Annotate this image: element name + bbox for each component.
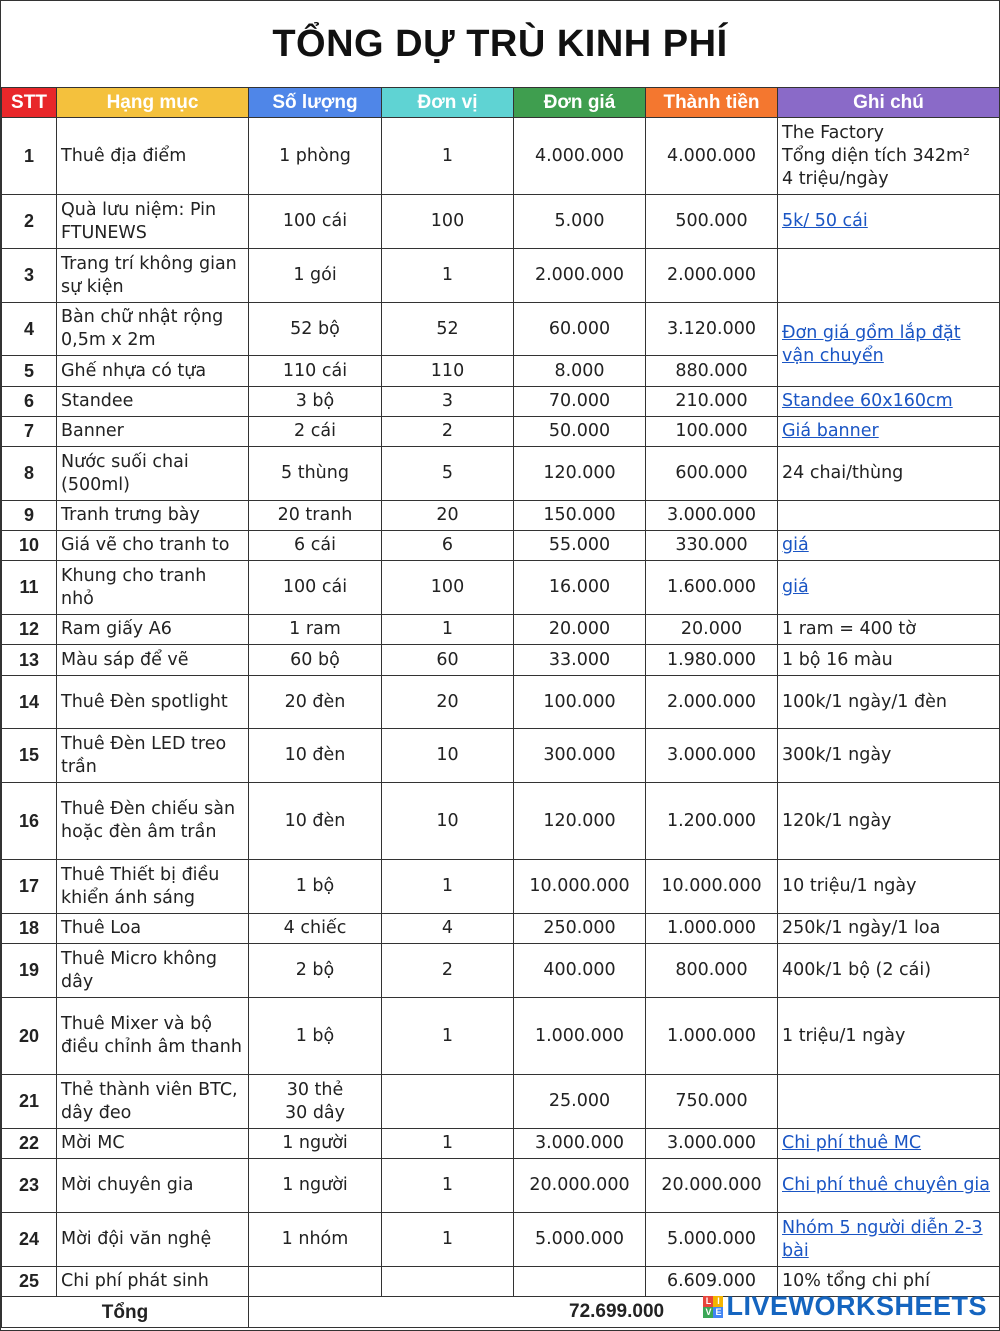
table-row [2,1159,1000,1213]
row-unit: 60 [382,645,514,676]
row-item: Thuê Mixer và bộ điều chỉnh âm thanh [57,998,249,1075]
row-unit [382,1075,514,1129]
row-amount: 800.000 [646,944,778,998]
row-amount: 3.120.000 [646,303,778,356]
note-link[interactable]: Standee 60x160cm [782,391,953,411]
row-stt: 20 [2,998,57,1075]
table-row [2,561,1000,615]
header-ghi-chu: Ghi chú [778,88,1000,118]
row-stt: 9 [2,501,57,531]
row-item: Thuê Đèn chiếu sàn hoặc đèn âm trần [57,783,249,860]
row-amount: 330.000 [646,531,778,561]
row-stt: 4 [2,303,57,356]
note-link[interactable]: Nhóm 5 người diễn 2-3 bài [782,1217,983,1261]
row-amount: 20.000 [646,615,778,645]
row-note: 10% tổng chi phí [778,1267,1000,1297]
row-item: Banner [57,417,249,447]
row-unit: 52 [382,303,514,356]
row-quantity: 1 nhóm [249,1213,382,1267]
row-unit: 1 [382,860,514,914]
table-row [2,501,1000,531]
row-amount: 2.000.000 [646,249,778,303]
row-unit: 110 [382,356,514,387]
row-stt: 6 [2,387,57,417]
row-item: Thuê Đèn LED treo trần [57,729,249,783]
row-amount: 750.000 [646,1075,778,1129]
row-item: Thẻ thành viên BTC, dây đeo [57,1075,249,1129]
row-unit-price: 4.000.000 [514,118,646,195]
table-row [2,118,1000,195]
row-quantity: 10 đèn [249,729,382,783]
row-stt: 7 [2,417,57,447]
row-unit: 100 [382,195,514,249]
row-amount: 1.980.000 [646,645,778,676]
row-amount: 210.000 [646,387,778,417]
row-unit-price: 10.000.000 [514,860,646,914]
row-amount: 1.000.000 [646,998,778,1075]
row-unit: 1 [382,118,514,195]
row-note [778,387,1000,417]
note-link[interactable]: Giá banner [782,421,879,441]
row-quantity: 1 phòng [249,118,382,195]
row-unit: 20 [382,676,514,729]
header-so-luong: Số lượng [249,88,382,118]
row-item: Thuê Micro không dây [57,944,249,998]
row-note [778,561,1000,615]
row-stt: 3 [2,249,57,303]
table-row [2,615,1000,645]
table-row [2,1075,1000,1129]
liveworksheets-watermark [703,1291,987,1322]
row-note: 100k/1 ngày/1 đèn [778,676,1000,729]
row-note [778,501,1000,531]
row-unit-price: 150.000 [514,501,646,531]
row-stt: 1 [2,118,57,195]
row-stt: 15 [2,729,57,783]
row-unit-price: 5.000 [514,195,646,249]
row-unit: 2 [382,944,514,998]
row-unit: 1 [382,1213,514,1267]
table-row [2,249,1000,303]
row-quantity: 52 bộ [249,303,382,356]
table-row [2,1129,1000,1159]
row-note [778,531,1000,561]
row-item: Quà lưu niệm: Pin FTUNEWS [57,195,249,249]
row-quantity: 5 thùng [249,447,382,501]
row-item: Thuê địa điểm [57,118,249,195]
row-item: Standee [57,387,249,417]
row-unit: 1 [382,615,514,645]
row-unit-price: 400.000 [514,944,646,998]
header-row [2,88,1000,118]
row-quantity: 20 đèn [249,676,382,729]
note-link[interactable]: 5k/ 50 cái [782,211,868,231]
table-row [2,645,1000,676]
table-row [2,998,1000,1075]
row-item: Bàn chữ nhật rộng 0,5m x 2m [57,303,249,356]
row-amount: 3.000.000 [646,729,778,783]
row-stt: 24 [2,1213,57,1267]
row-amount: 6.609.000 [646,1267,778,1297]
row-amount: 1.600.000 [646,561,778,615]
table-row [2,783,1000,860]
row-item: Màu sáp để vẽ [57,645,249,676]
row-stt: 12 [2,615,57,645]
row-unit-price: 120.000 [514,447,646,501]
header-don-gia: Đơn giá [514,88,646,118]
row-quantity: 10 đèn [249,783,382,860]
row-item: Khung cho tranh nhỏ [57,561,249,615]
note-link[interactable]: Chi phí thuê MC [782,1133,922,1153]
row-quantity: 110 cái [249,356,382,387]
row-stt: 2 [2,195,57,249]
row-unit: 100 [382,561,514,615]
row-quantity: 1 người [249,1159,382,1213]
row-stt: 11 [2,561,57,615]
table-row [2,531,1000,561]
row-unit: 3 [382,387,514,417]
row-note [778,249,1000,303]
row-amount: 500.000 [646,195,778,249]
row-quantity: 60 bộ [249,645,382,676]
row-unit [382,1267,514,1297]
row-unit: 10 [382,729,514,783]
row-quantity: 3 bộ [249,387,382,417]
row-unit-price [514,1267,646,1297]
table-body [2,118,1000,1297]
row-item: Nước suối chai (500ml) [57,447,249,501]
row-amount: 600.000 [646,447,778,501]
row-amount: 880.000 [646,356,778,387]
row-note [778,417,1000,447]
row-quantity: 2 cái [249,417,382,447]
row-quantity: 30 thẻ 30 dây [249,1075,382,1129]
watermark-text: LIVEWORKSHEETS [726,1291,987,1321]
row-amount: 10.000.000 [646,860,778,914]
row-stt: 17 [2,860,57,914]
budget-table [1,87,1000,1328]
row-quantity: 1 người [249,1129,382,1159]
row-amount: 5.000.000 [646,1213,778,1267]
row-note: 1 triệu/1 ngày [778,998,1000,1075]
liveworksheets-logo-icon: L I V E [705,1295,722,1317]
row-unit-price: 60.000 [514,303,646,356]
header-thanh-tien: Thành tiền [646,88,778,118]
header-stt: STT [2,88,57,118]
row-unit-price: 3.000.000 [514,1129,646,1159]
row-stt: 23 [2,1159,57,1213]
row-unit: 1 [382,1159,514,1213]
note-link[interactable]: giá [782,577,809,597]
row-note [778,1075,1000,1129]
header-don-vi: Đơn vị [382,88,514,118]
row-note: 400k/1 bộ (2 cái) [778,944,1000,998]
row-quantity: 100 cái [249,561,382,615]
row-unit: 1 [382,1129,514,1159]
row-unit-price: 16.000 [514,561,646,615]
row-note [778,303,1000,387]
row-stt: 10 [2,531,57,561]
row-item: Mời đội văn nghệ [57,1213,249,1267]
table-row [2,944,1000,998]
row-amount: 3.000.000 [646,1129,778,1159]
row-item: Thuê Loa [57,914,249,944]
table-row [2,1213,1000,1267]
row-note: 10 triệu/1 ngày [778,860,1000,914]
note-link[interactable]: Đơn giá gồm lắp đặt vận chuyển [782,322,961,366]
table-row [2,387,1000,417]
row-stt: 22 [2,1129,57,1159]
note-link[interactable]: Chi phí thuê chuyên gia [782,1175,991,1195]
table-row [2,417,1000,447]
row-unit-price: 8.000 [514,356,646,387]
row-unit-price: 25.000 [514,1075,646,1129]
row-quantity: 1 ram [249,615,382,645]
table-row [2,914,1000,944]
row-amount: 1.000.000 [646,914,778,944]
row-unit-price: 250.000 [514,914,646,944]
row-item: Mời chuyên gia [57,1159,249,1213]
row-note [778,195,1000,249]
row-quantity: 2 bộ [249,944,382,998]
row-item: Mời MC [57,1129,249,1159]
row-note: 250k/1 ngày/1 loa [778,914,1000,944]
row-amount: 100.000 [646,417,778,447]
table-row [2,860,1000,914]
row-note: 24 chai/thùng [778,447,1000,501]
row-quantity: 1 gói [249,249,382,303]
row-unit-price: 33.000 [514,645,646,676]
row-unit: 5 [382,447,514,501]
row-unit-price: 55.000 [514,531,646,561]
table-row [2,303,1000,356]
row-unit: 6 [382,531,514,561]
row-stt: 5 [2,356,57,387]
row-unit-price: 1.000.000 [514,998,646,1075]
row-note [778,1213,1000,1267]
row-item: Tranh trưng bày [57,501,249,531]
row-unit-price: 20.000.000 [514,1159,646,1213]
row-amount: 3.000.000 [646,501,778,531]
table-row [2,447,1000,501]
table-row [2,195,1000,249]
table-row [2,676,1000,729]
row-stt: 14 [2,676,57,729]
table-row [2,729,1000,783]
row-stt: 8 [2,447,57,501]
row-quantity: 1 bộ [249,860,382,914]
row-item: Ram giấy A6 [57,615,249,645]
row-note: The Factory Tổng diện tích 342m² 4 triệu/ngày [778,118,1000,195]
row-unit-price: 5.000.000 [514,1213,646,1267]
row-item: Thuê Thiết bị điều khiển ánh sáng [57,860,249,914]
row-unit-price: 70.000 [514,387,646,417]
row-unit: 1 [382,249,514,303]
row-unit: 1 [382,998,514,1075]
row-unit: 20 [382,501,514,531]
row-unit-price: 2.000.000 [514,249,646,303]
row-quantity: 4 chiếc [249,914,382,944]
row-note [778,1129,1000,1159]
row-stt: 25 [2,1267,57,1297]
total-value: 72.699.000 [569,1301,665,1322]
row-quantity: 6 cái [249,531,382,561]
row-amount: 1.200.000 [646,783,778,860]
row-unit-price: 300.000 [514,729,646,783]
row-item: Trang trí không gian sự kiện [57,249,249,303]
row-amount: 2.000.000 [646,676,778,729]
row-note: 1 ram = 400 tờ [778,615,1000,645]
row-unit-price: 50.000 [514,417,646,447]
row-note [778,1159,1000,1213]
header-hang-muc: Hạng mục [57,88,249,118]
row-stt: 19 [2,944,57,998]
row-quantity: 20 tranh [249,501,382,531]
note-link[interactable]: giá [782,535,809,555]
row-item: Chi phí phát sinh [57,1267,249,1297]
row-amount: 4.000.000 [646,118,778,195]
row-unit-price: 20.000 [514,615,646,645]
row-item: Thuê Đèn spotlight [57,676,249,729]
row-stt: 13 [2,645,57,676]
row-unit: 4 [382,914,514,944]
row-quantity: 1 bộ [249,998,382,1075]
row-unit-price: 100.000 [514,676,646,729]
row-quantity: 100 cái [249,195,382,249]
row-stt: 16 [2,783,57,860]
row-note: 300k/1 ngày [778,729,1000,783]
row-item: Ghế nhựa có tựa [57,356,249,387]
row-amount: 20.000.000 [646,1159,778,1213]
row-note: 120k/1 ngày [778,783,1000,860]
row-unit-price: 120.000 [514,783,646,860]
row-stt: 18 [2,914,57,944]
total-label: Tổng [2,1297,249,1328]
row-stt: 21 [2,1075,57,1129]
row-unit: 10 [382,783,514,860]
row-item: Giá vẽ cho tranh to [57,531,249,561]
row-unit: 2 [382,417,514,447]
page-title: TỔNG DỰ TRÙ KINH PHÍ [272,22,728,65]
row-note: 1 bộ 16 màu [778,645,1000,676]
row-quantity [249,1267,382,1297]
